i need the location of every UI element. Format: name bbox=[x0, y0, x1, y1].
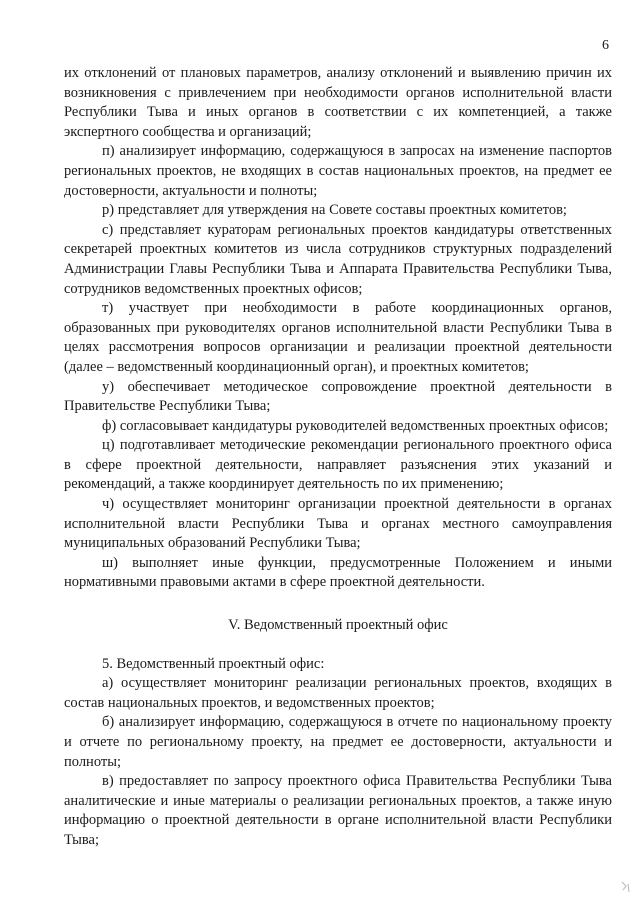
paragraph: б) анализирует информацию, содержащуюся в отчете по национальному проекту и отчете по региональному проекту, на предмет ее достоверности, актуальности и полноты; bbox=[64, 714, 612, 770]
document-body bbox=[64, 64, 612, 851]
section-heading: V. Ведомственный проектный офис bbox=[228, 617, 448, 634]
scan-mark bbox=[620, 880, 632, 897]
paragraph: с) представляет кураторам региональных проектов кандидатуры ответственных секретарей проектных комитетов из числа сотрудников структурных подразделений Администрации Главы Республики Тыва и Аппарата Правительства Республики Тыва, сотрудников ведомственных проектных офисов; bbox=[64, 221, 612, 297]
paragraph: 5. Ведомственный проектный офис: bbox=[102, 655, 325, 672]
paragraph: ц) подготавливает методические рекомендации регионального проектного офиса в сфере проектной деятельности, направляет разъяснения этих указаний и рекомендаций, а также координирует деятельность по их применению; bbox=[64, 437, 612, 493]
paragraph: р) представляет для утверждения на Совете составы проектных комитетов; bbox=[102, 202, 567, 219]
paragraph: т) участвует при необходимости в работе координационных органов, образованных при руководителях органов исполнительной власти Республики Тыва в целях рассмотрения вопросов организации и реализации проектной деятельности (далее – ведомственный координационный орган), и проектных комитетов; bbox=[64, 300, 612, 375]
paragraph: в) предоставляет по запросу проектного офиса Правительства Республики Тыва аналитические и иные материалы о реализации региональных проектов, а также иную информацию о проектной деятельности в органе исполнительной власти Республики Тыва; bbox=[64, 773, 612, 848]
paragraph: а) осуществляет мониторинг реализации региональных проектов, входящих в состав национальных проектов, и ведомственных проектов; bbox=[64, 675, 612, 711]
paragraph: ф) согласовывает кандидатуры руководителей ведомственных проектных офисов; bbox=[102, 417, 609, 434]
paragraph: п) анализирует информацию, содержащуюся в запросах на изменение паспортов региональных проектов, не входящих в состав национальных проектов, на предмет ее достоверности, актуальности и полноты; bbox=[64, 143, 612, 199]
page-number: 6 bbox=[602, 38, 609, 53]
paragraph: их отклонений от плановых параметров, анализу отклонений и выявлению причин их возникновения с привлечением при необходимости органов исполнительной власти Республики Тыва и иных органов в соответствии с их компетенцией, а также экспертного сообщества и организаций; bbox=[64, 65, 612, 140]
paragraph: у) обеспечивает методическое сопровождение проектной деятельности в Правительстве Республики Тыва; bbox=[64, 378, 612, 415]
paragraph: ш) выполняет иные функции, предусмотренные Положением и иными нормативными правовыми актами в сфере проектной деятельности. bbox=[64, 554, 612, 591]
paragraph: ч) осуществляет мониторинг организации проектной деятельности в органах исполнительной власти Республики Тыва и органах местного самоуправления муниципальных образований Республики Тыва; bbox=[64, 496, 612, 552]
